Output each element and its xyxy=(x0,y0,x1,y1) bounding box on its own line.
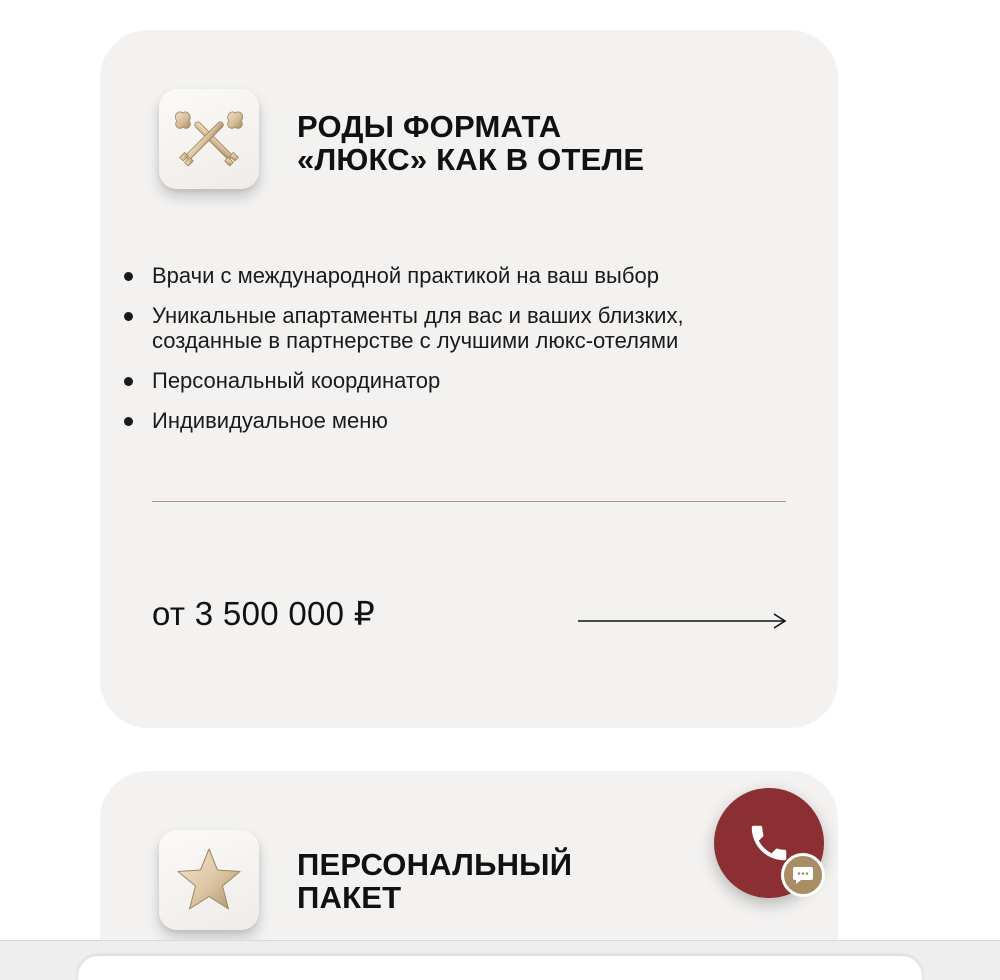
package-title xyxy=(297,110,644,176)
browser-address-pill[interactable] xyxy=(78,956,922,980)
chat-bubble-icon xyxy=(792,865,814,885)
bullet-icon xyxy=(124,417,133,426)
package-icon-tile xyxy=(159,89,259,189)
feature-item xyxy=(152,303,792,353)
feature-list xyxy=(152,263,832,448)
star-icon xyxy=(172,843,246,917)
bullet-icon xyxy=(124,377,133,386)
feature-text: Персональный координатор xyxy=(152,368,441,393)
package-title xyxy=(297,848,572,914)
long-arrow-right-icon[interactable] xyxy=(578,610,788,632)
package-title-line-1: ПЕРСОНАЛЬНЫЙ xyxy=(297,847,573,882)
phone-icon xyxy=(746,820,792,866)
package-icon-tile xyxy=(159,830,259,930)
feature-item xyxy=(152,408,832,433)
divider xyxy=(152,501,786,502)
bullet-icon xyxy=(124,312,133,321)
feature-text: Индивидуальное меню xyxy=(152,408,388,433)
package-title-line-1: РОДЫ ФОРМАТА xyxy=(297,109,562,144)
package-card-lux xyxy=(100,30,838,728)
feature-text: Уникальные апартаменты для вас и ваших близких, созданные в партнерстве с лучшими люкс-отелями xyxy=(152,303,684,353)
package-title-line-2: ПАКЕТ xyxy=(297,880,402,915)
crossed-keys-icon xyxy=(171,101,247,177)
price-label: от 3 500 000 ₽ xyxy=(152,595,376,632)
package-title-line-2: «ЛЮКС» КАК В ОТЕЛЕ xyxy=(297,142,645,177)
bullet-icon xyxy=(124,272,133,281)
feature-item xyxy=(152,368,832,393)
chat-button[interactable] xyxy=(781,853,825,897)
feature-text: Врачи с международной практикой на ваш выбор xyxy=(152,263,659,288)
feature-item xyxy=(152,263,832,288)
